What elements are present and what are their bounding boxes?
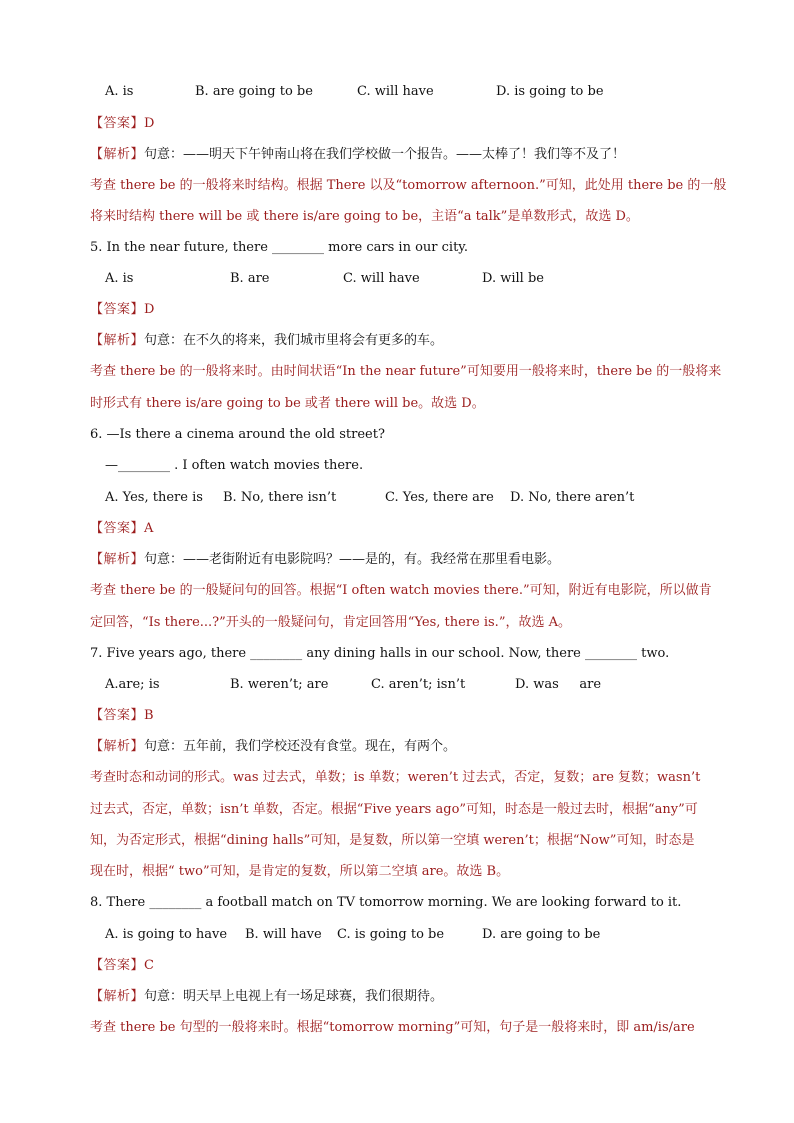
q8-analysis-meaning <box>90 989 710 1005</box>
q7-analysis-line: 现在时，根据“ two”可知，是肯定的复数，所以第二空填 are。故选 B。 <box>90 864 510 879</box>
q5-analysis-label: 【解析】 <box>90 333 145 348</box>
q6-analysis-label: 【解析】 <box>90 552 145 567</box>
q8-option-a: A. is going to have <box>105 927 228 942</box>
q6-meaning-text: 句意：——老街附近有电影院吗？——是的，有。我经常在那里看电影。 <box>144 552 561 567</box>
q7-option-b: B. weren’t; are <box>230 677 329 692</box>
q6-question-reply: —________ . I often watch movies there. <box>105 458 364 473</box>
q8-option-b: B. will have <box>245 927 322 942</box>
q5-analysis-meaning <box>90 333 710 349</box>
q4-analysis-line: 将来时结构 there will be 或 there is/are going to be，主语“a talk”是单数形式，故选 D。 <box>90 209 639 224</box>
q6-option-a: A. Yes, there is <box>105 490 203 505</box>
q4-option-a: A. is <box>105 84 134 99</box>
q7-meaning-text: 句意：五年前，我们学校还没有食堂。现在，有两个。 <box>144 739 457 754</box>
q5-option-d: D. will be <box>482 271 544 286</box>
q8-analysis-line: 考查 there be 句型的一般将来时。根据“tomorrow morning”可知，句子是一般将来时，即 am/is/are <box>90 1020 695 1035</box>
q7-option-a: A.are; is <box>105 677 160 692</box>
q7-question: 7. Five years ago, there ________ any dining halls in our school. Now, there ________ two. <box>90 646 670 661</box>
q7-analysis-line: 知，为否定形式，根据“dining halls”可知，是复数，所以第一空填 weren’t；根据“Now”可知，时态是 <box>90 833 695 848</box>
q6-option-b: B. No, there isn’t <box>223 490 337 505</box>
q5-option-c: C. will have <box>343 271 420 286</box>
q7-analysis-line: 考查时态和动词的形式。was 过去式，单数；is 单数；weren’t 过去式，否定，复数；are 复数；wasn’t <box>90 770 701 785</box>
q4-option-b: B. are going to be <box>195 84 313 99</box>
q7-analysis-label: 【解析】 <box>90 739 145 754</box>
q4-answer: 【答案】D <box>90 116 155 131</box>
q4-analysis-line: 考查 there be 的一般将来时结构。根据 There 以及“tomorrow afternoon.”可知，此处用 there be 的一般 <box>90 178 727 193</box>
q6-answer: 【答案】A <box>90 521 154 536</box>
q7-analysis-line: 过去式，否定，单数；isn’t 单数，否定。根据“Five years ago”可知，时态是一般过去时，根据“any”可 <box>90 802 698 817</box>
q6-option-c: C. Yes, there are <box>385 490 494 505</box>
q7-option-c: C. aren’t; isn’t <box>371 677 466 692</box>
q6-analysis-line: 考查 there be 的一般疑问句的回答。根据“I often watch movies there.”可知，附近有电影院，所以做肯 <box>90 583 712 598</box>
q6-question: 6. —Is there a cinema around the old street? <box>90 427 385 442</box>
q8-answer: 【答案】C <box>90 958 155 973</box>
q7-option-d: D. was are <box>515 677 602 692</box>
q6-option-d: D. No, there aren’t <box>510 490 635 505</box>
q8-question: 8. There ________ a football match on TV tomorrow morning. We are looking forward to it. <box>90 895 682 910</box>
q7-answer: 【答案】B <box>90 708 155 723</box>
q4-option-c: C. will have <box>357 84 434 99</box>
q8-option-d: D. are going to be <box>482 927 601 942</box>
q5-question: 5. In the near future, there ________ more cars in our city. <box>90 240 469 255</box>
q5-answer: 【答案】D <box>90 302 155 317</box>
q5-option-b: B. are <box>230 271 270 286</box>
q4-meaning-text: 句意：——明天下午钟南山将在我们学校做一个报告。——太棒了！我们等不及了！ <box>144 147 626 162</box>
q4-analysis-meaning <box>90 147 710 163</box>
q8-analysis-label: 【解析】 <box>90 989 145 1004</box>
q5-option-a: A. is <box>105 271 134 286</box>
q5-meaning-text: 句意：在不久的将来，我们城市里将会有更多的车。 <box>144 333 444 348</box>
q5-analysis-line: 时形式有 there is/are going to be 或者 there will be。故选 D。 <box>90 396 485 411</box>
q4-analysis-label: 【解析】 <box>90 147 145 162</box>
q4-option-d: D. is going to be <box>496 84 604 99</box>
q6-analysis-line: 定回答，“Is there...?”开头的一般疑问句，肯定回答用“Yes, there is.”，故选 A。 <box>90 615 571 630</box>
q5-analysis-line: 考查 there be 的一般将来时。由时间状语“In the near future”可知要用一般将来时，there be 的一般将来 <box>90 364 722 379</box>
q7-analysis-meaning <box>90 739 710 755</box>
q6-analysis-meaning <box>90 552 710 568</box>
q8-meaning-text: 句意：明天早上电视上有一场足球赛，我们很期待。 <box>144 989 444 1004</box>
q8-option-c: C. is going to be <box>337 927 445 942</box>
